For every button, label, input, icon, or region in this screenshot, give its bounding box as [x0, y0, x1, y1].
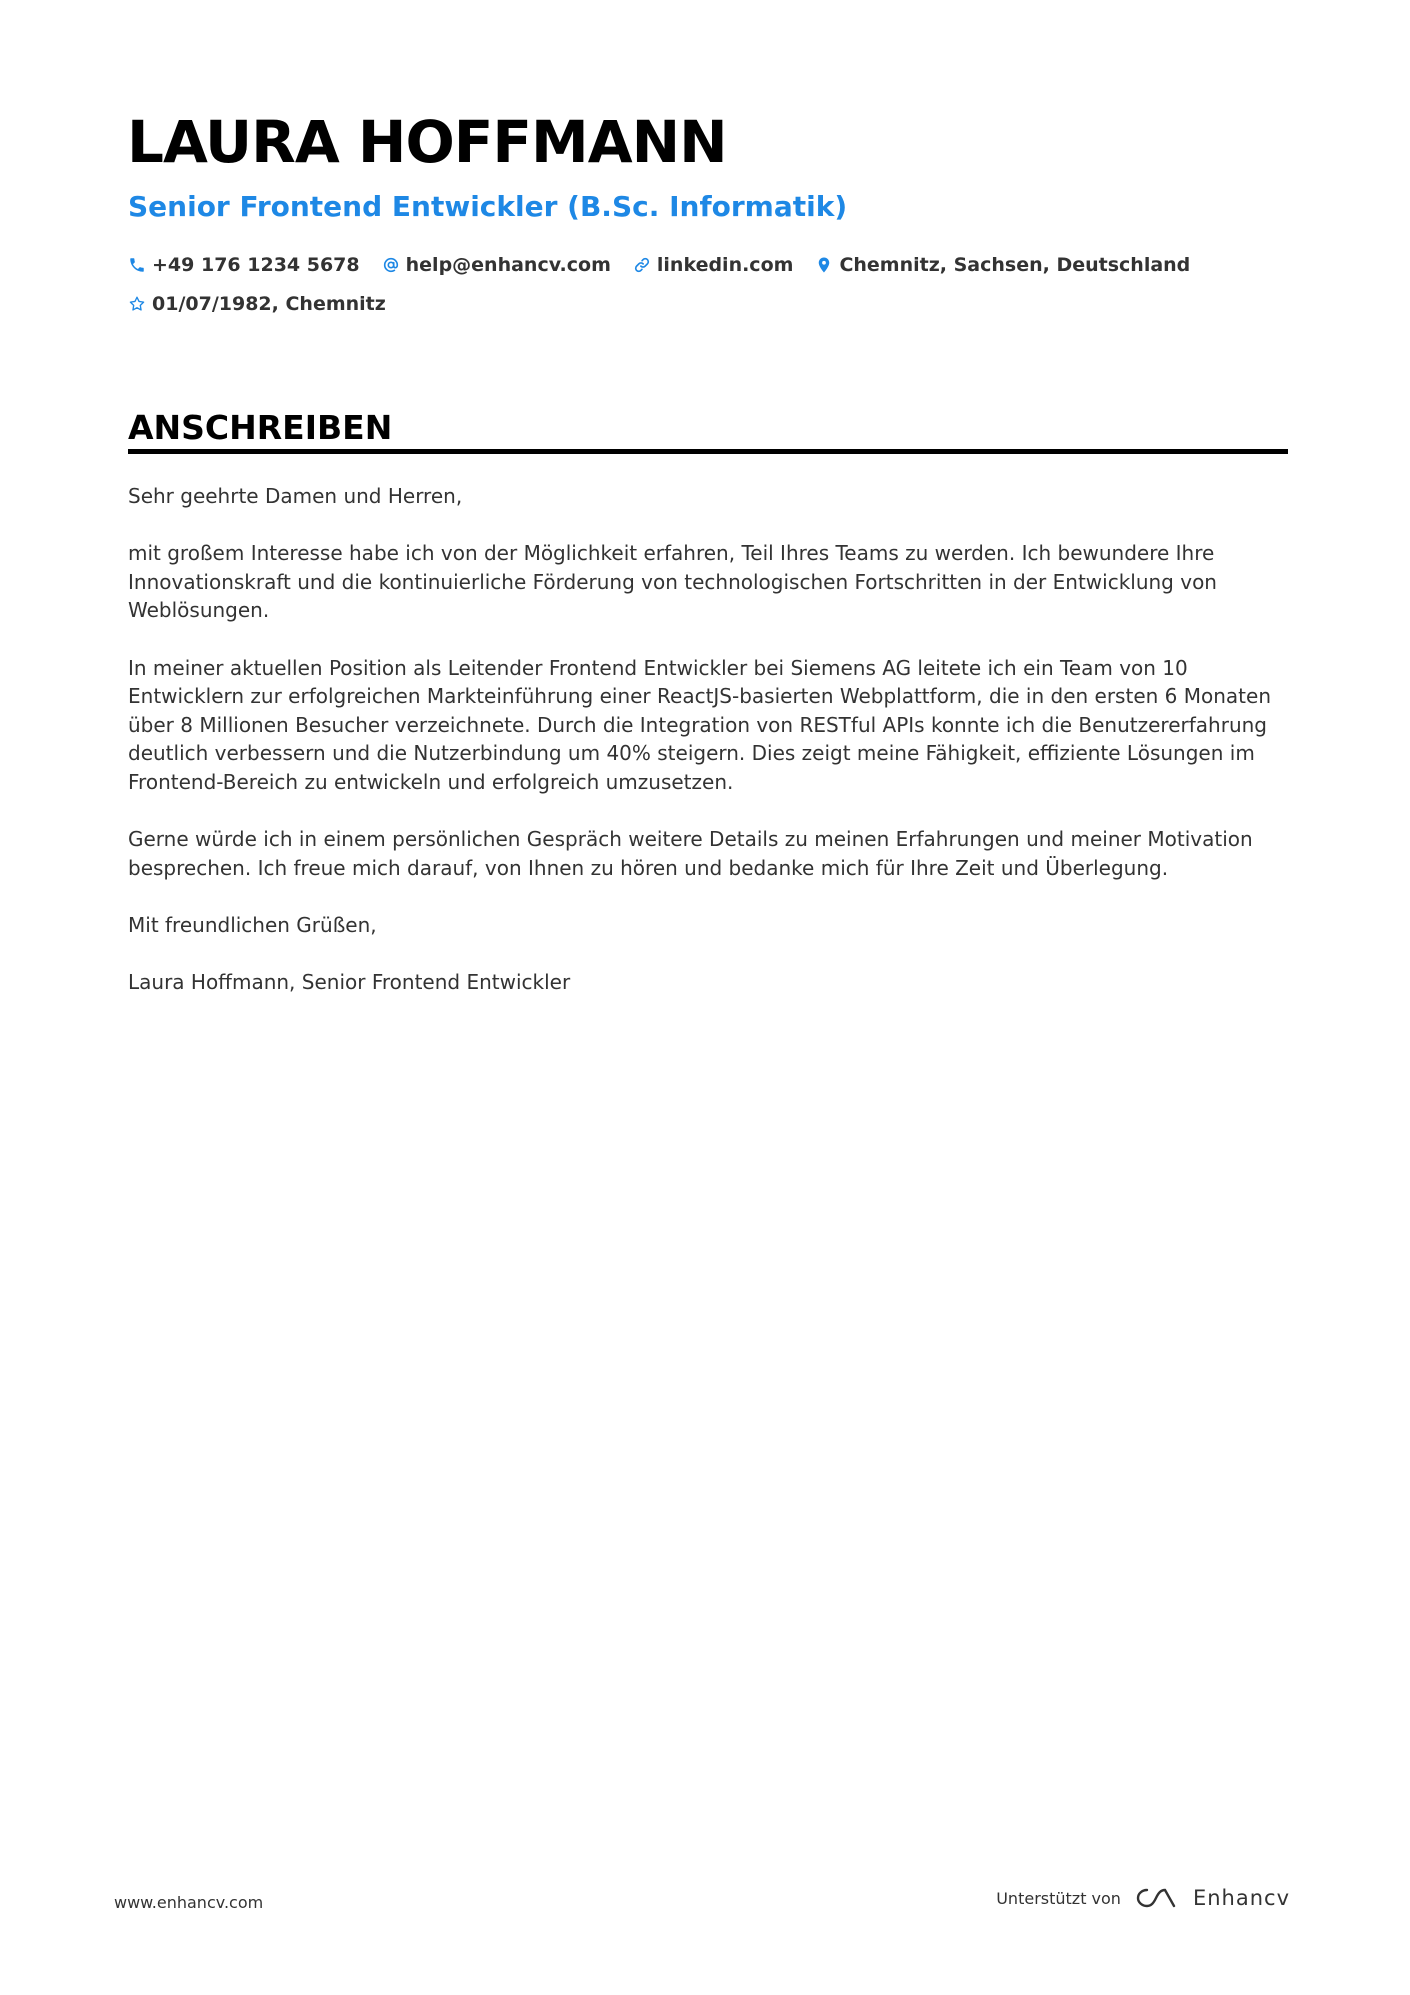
contact-link-text: linkedin.com — [656, 254, 794, 276]
candidate-name: LAURA HOFFMANN — [127, 108, 727, 176]
footer-brand — [996, 1885, 1290, 1911]
star-icon — [128, 295, 146, 313]
brand-name: Enhancv — [1192, 1886, 1290, 1910]
contact-birth — [128, 293, 386, 315]
phone-icon — [128, 256, 146, 274]
enhancv-logo-icon — [1133, 1885, 1179, 1911]
letter-paragraph: Gerne würde ich in einem persönlichen Gespräch weitere Details zu meinen Erfahrungen und meiner Motivation besprechen. Ich freue mich darauf, von Ihnen zu hören und bedanke mich für Ihre Zeit und Überlegung. — [128, 827, 1253, 880]
letter-paragraph: mit großem Interesse habe ich von der Möglichkeit erfahren, Teil Ihres Teams zu werden. Ich bewundere Ihre Innovationskraft und die kontinuierliche Förderung von technologischen Fortschritten in der Entwicklung von Weblösungen. — [128, 541, 1217, 623]
contact-location-text: Chemnitz, Sachsen, Deutschland — [839, 254, 1191, 276]
contact-birth-text: 01/07/1982, Chemnitz — [152, 293, 386, 315]
section-divider — [128, 449, 1288, 454]
contact-link[interactable] — [633, 254, 794, 276]
letter-paragraph: In meiner aktuellen Position als Leitender Frontend Entwickler bei Siemens AG leitete ich ein Team von 10 Entwicklern zur erfolgreichen Markteinführung einer ReactJS-basierten Webplattform, die in den ersten 6 Monaten über 8 Millionen Besucher verzeichnete. Durch die Integration von RESTful APIs konnte ich die Benutzererfahrung deutlich verbessern und die Nutzerbindung um 40% steigern. Dies zeigt meine Fähigkeit, effiziente Lösungen im Frontend-Bereich zu entwickeln und erfolgreich umzusetzen. — [128, 655, 1271, 794]
link-icon — [633, 256, 651, 274]
contact-phone-text: +49 176 1234 5678 — [152, 254, 360, 276]
footer-url[interactable]: www.enhancv.com — [114, 1893, 264, 1912]
at-icon — [382, 256, 400, 274]
letter-closing: Mit freundlichen Grüßen, — [128, 912, 377, 937]
contact-email[interactable] — [382, 254, 611, 276]
letter-signature: Laura Hoffmann, Senior Frontend Entwickler — [128, 970, 571, 995]
letter-salutation: Sehr geehrte Damen und Herren, — [128, 484, 463, 508]
section-title: ANSCHREIBEN — [128, 408, 393, 447]
contact-row-secondary — [128, 293, 408, 315]
powered-by-label: Unterstützt von — [996, 1888, 1121, 1908]
letter-body — [128, 482, 1288, 1025]
contact-row — [128, 254, 1212, 276]
contact-phone[interactable] — [128, 254, 360, 276]
map-pin-icon — [815, 256, 833, 274]
contact-location — [815, 254, 1190, 276]
candidate-title: Senior Frontend Entwickler (B.Sc. Informatik) — [128, 190, 848, 223]
contact-email-text: help@enhancv.com — [405, 254, 611, 276]
